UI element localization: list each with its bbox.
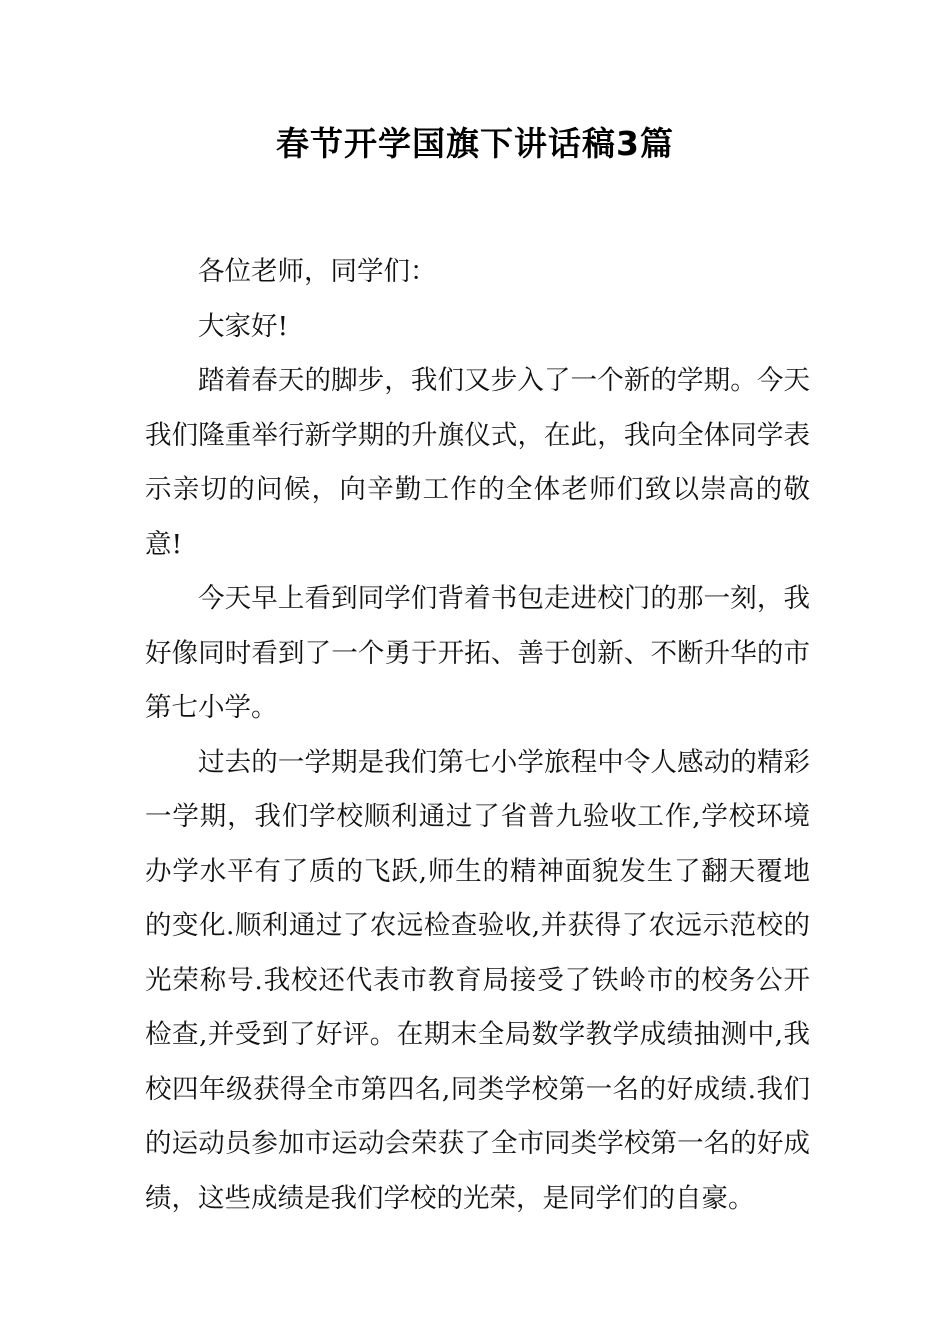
- paragraph-morning: 今天早上看到同学们背着书包走进校门的那一刻，我好像同时看到了一个勇于开拓、善于创新、不断升华的市第七小学。: [145, 583, 810, 723]
- document-title: 春节开学国旗下讲话稿3篇: [276, 124, 674, 163]
- document-body: [145, 245, 810, 1226]
- paragraph-opening: 踏着春天的脚步，我们又步入了一个新的学期。今天我们隆重举行新学期的升旗仪式，在此，我向全体同学表示亲切的问候，向辛勤工作的全体老师们致以崇高的敬意!: [145, 365, 810, 560]
- paragraph-greeting: 大家好!: [198, 310, 289, 342]
- paragraph-achievements: 过去的一学期是我们第七小学旅程中令人感动的精彩一学期，我们学校顺利通过了省普九验收工作,学校环境办学水平有了质的飞跃,师生的精神面貌发生了翻天覆地的变化.顺利通过了农远检查验收,并获得了农远示范校的光荣称号.我校还代表市教育局接受了铁岭市的校务公开检查,并受到了好评。在期末全局数学教学成绩抽测中,我校四年级获得全市第四名,同类学校第一名的好成绩.我们的运动员参加市运动会荣获了全市同类学校第一名的好成绩，这些成绩是我们学校的光荣，是同学们的自豪。: [145, 746, 810, 1214]
- paragraph-salutation: 各位老师，同学们：: [198, 256, 437, 287]
